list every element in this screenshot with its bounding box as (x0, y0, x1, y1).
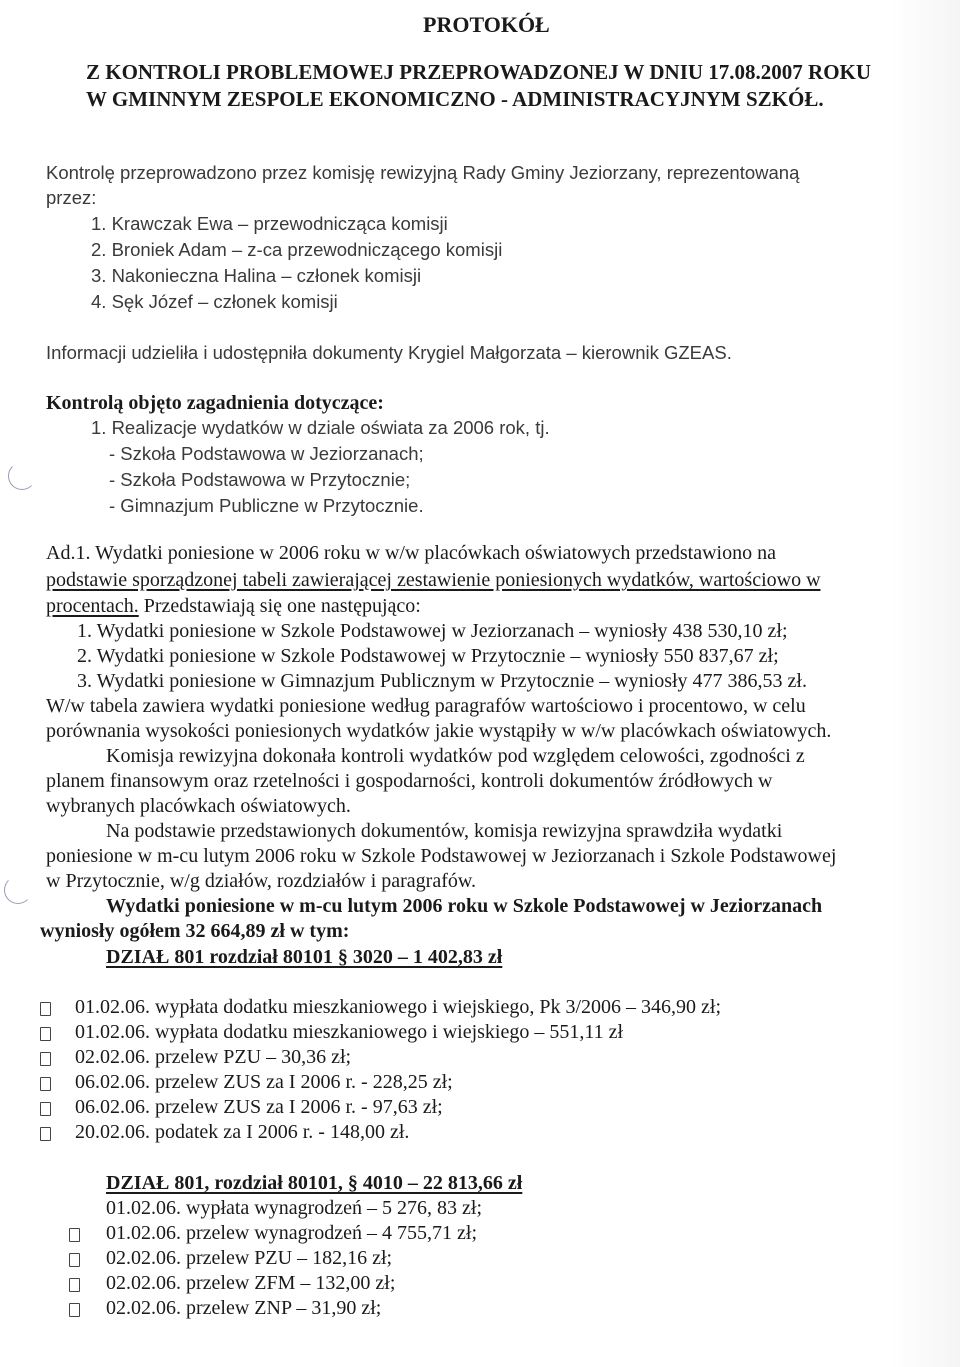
paragraph-line: Komisja rewizyjna dokonała kontroli wydatków pod względem celowości, zgodności z (106, 745, 805, 767)
punch-hole-mark (8, 462, 36, 490)
ad1-line-rest: Przedstawiają się one następująco: (138, 595, 421, 617)
checkbox-bullet-icon (69, 1253, 80, 1267)
scope-item: - Szkoła Podstawowa w Przytocznie; (109, 469, 411, 490)
bold-paragraph-line: Wydatki poniesione w m-cu lutym 2006 roku w Szkole Podstawowej w Jeziorzanach (106, 895, 823, 917)
checkbox-bullet-icon (69, 1278, 80, 1292)
expense-item: 2. Wydatki poniesione w Szkole Podstawowej w Przytocznie – wyniosły 550 837,67 zł; (77, 645, 779, 667)
ledger-item: 01.02.06. wypłata dodatku mieszkaniowego i wiejskiego – 551,11 zł (75, 1021, 624, 1043)
member-item: 4. Sęk Józef – członek komisji (91, 291, 338, 312)
paragraph-line: Na podstawie przedstawionych dokumentów, komisja rewizyjna sprawdziła wydatki (106, 820, 783, 842)
checkbox-bullet-icon (40, 1127, 51, 1141)
scope-item: - Gimnazjum Publiczne w Przytocznie. (109, 495, 424, 516)
member-item: 1. Krawczak Ewa – przewodnicząca komisji (91, 213, 448, 234)
member-item: 3. Nakonieczna Halina – członek komisji (91, 265, 422, 286)
checkbox-bullet-icon (69, 1303, 80, 1317)
ad1-line-underlined: podstawie sporządzonej tabeli zawierającej zestawienie poniesionych wydatków, wartościowo w (46, 569, 821, 591)
ledger-item: 01.02.06. przelew wynagrodzeń – 4 755,71 zł; (106, 1222, 478, 1244)
section-heading: DZIAŁ 801 rozdział 80101 § 3020 – 1 402,83 zł (106, 946, 503, 968)
ledger-item: 02.02.06. przelew ZFM – 132,00 zł; (106, 1272, 396, 1294)
member-item: 2. Broniek Adam – z-ca przewodniczącego komisji (91, 239, 503, 260)
ledger-item: 02.02.06. przelew ZNP – 31,90 zł; (106, 1297, 382, 1319)
ad1-line: Ad.1. Wydatki poniesione w 2006 roku w w/w placówkach oświatowych przedstawiono na (46, 542, 776, 564)
checkbox-bullet-icon (40, 1102, 51, 1116)
paragraph-line: poniesione w m-cu lutym 2006 roku w Szkole Podstawowej w Jeziorzanach i Szkole Podstawowej (46, 845, 837, 867)
paragraph-line: wybranych placówkach oświatowych. (46, 795, 351, 817)
document-subtitle-line-1: Z KONTROLI PROBLEMOWEJ PRZEPROWADZONEJ W DNIU 17.08.2007 ROKU (86, 60, 872, 84)
checkbox-bullet-icon (40, 1052, 51, 1066)
checkbox-bullet-icon (40, 1077, 51, 1091)
ledger-item: 02.02.06. przelew PZU – 182,16 zł; (106, 1247, 393, 1269)
scope-heading: Kontrolą objęto zagadnienia dotyczące: (46, 392, 384, 414)
ledger-item: 20.02.06. podatek za I 2006 r. - 148,00 zł. (75, 1121, 410, 1143)
intro-line: Kontrolę przeprowadzono przez komisję rewizyjną Rady Gminy Jeziorzany, reprezentowaną (46, 162, 800, 183)
ledger-item: 06.02.06. przelew ZUS za I 2006 r. - 228,25 zł; (75, 1071, 453, 1093)
checkbox-bullet-icon (40, 1002, 51, 1016)
ledger-item: 06.02.06. przelew ZUS za I 2006 r. - 97,63 zł; (75, 1096, 443, 1118)
scope-item: 1. Realizacje wydatków w dziale oświata za 2006 rok, tj. (91, 417, 550, 438)
section-heading: DZIAŁ 801, rozdział 80101, § 4010 – 22 813,66 zł (106, 1172, 523, 1194)
checkbox-bullet-icon (40, 1027, 51, 1041)
scan-edge-shadow (890, 0, 960, 1367)
document-title: PROTOKÓŁ (423, 12, 550, 37)
intro-line: przez: (46, 187, 97, 208)
ad1-underlined-fragment: procentach. (46, 595, 139, 617)
info-line: Informacji udzieliła i udostępniła dokumenty Krygiel Małgorzata – kierownik GZEAS. (46, 342, 732, 363)
expense-item: 1. Wydatki poniesione w Szkole Podstawowej w Jeziorzanach – wyniosły 438 530,10 zł; (77, 620, 788, 642)
bold-paragraph-line: wyniosły ogółem 32 664,89 zł w tym: (40, 920, 350, 942)
ledger-item: 01.02.06. wypłata wynagrodzeń – 5 276, 83 zł; (106, 1197, 483, 1219)
punch-hole-mark (4, 876, 32, 904)
paragraph-line: planem finansowym oraz rzetelności i gospodarności, kontroli dokumentów źródłowych w (46, 770, 773, 792)
scope-item: - Szkoła Podstawowa w Jeziorzanach; (109, 443, 424, 464)
paragraph-line: W/w tabela zawiera wydatki poniesione według paragrafów wartościowo i procentowo, w celu (46, 695, 806, 717)
ledger-item: 02.02.06. przelew PZU – 30,36 zł; (75, 1046, 352, 1068)
ledger-item: 01.02.06. wypłata dodatku mieszkaniowego i wiejskiego, Pk 3/2006 – 346,90 zł; (75, 996, 722, 1018)
paragraph-line: porównania wysokości poniesionych wydatków jakie wystąpiły w w/w placówkach oświatowych. (46, 720, 832, 742)
ad1-line (46, 595, 421, 618)
paragraph-line: w Przytocznie, w/g działów, rozdziałów i paragrafów. (46, 870, 477, 892)
expense-item: 3. Wydatki poniesione w Gimnazjum Publicznym w Przytocznie – wyniosły 477 386,53 zł. (77, 670, 807, 692)
checkbox-bullet-icon (69, 1228, 80, 1242)
document-subtitle-line-2: W GMINNYM ZESPOLE EKONOMICZNO - ADMINISTRACYJNYM SZKÓŁ. (86, 87, 824, 111)
